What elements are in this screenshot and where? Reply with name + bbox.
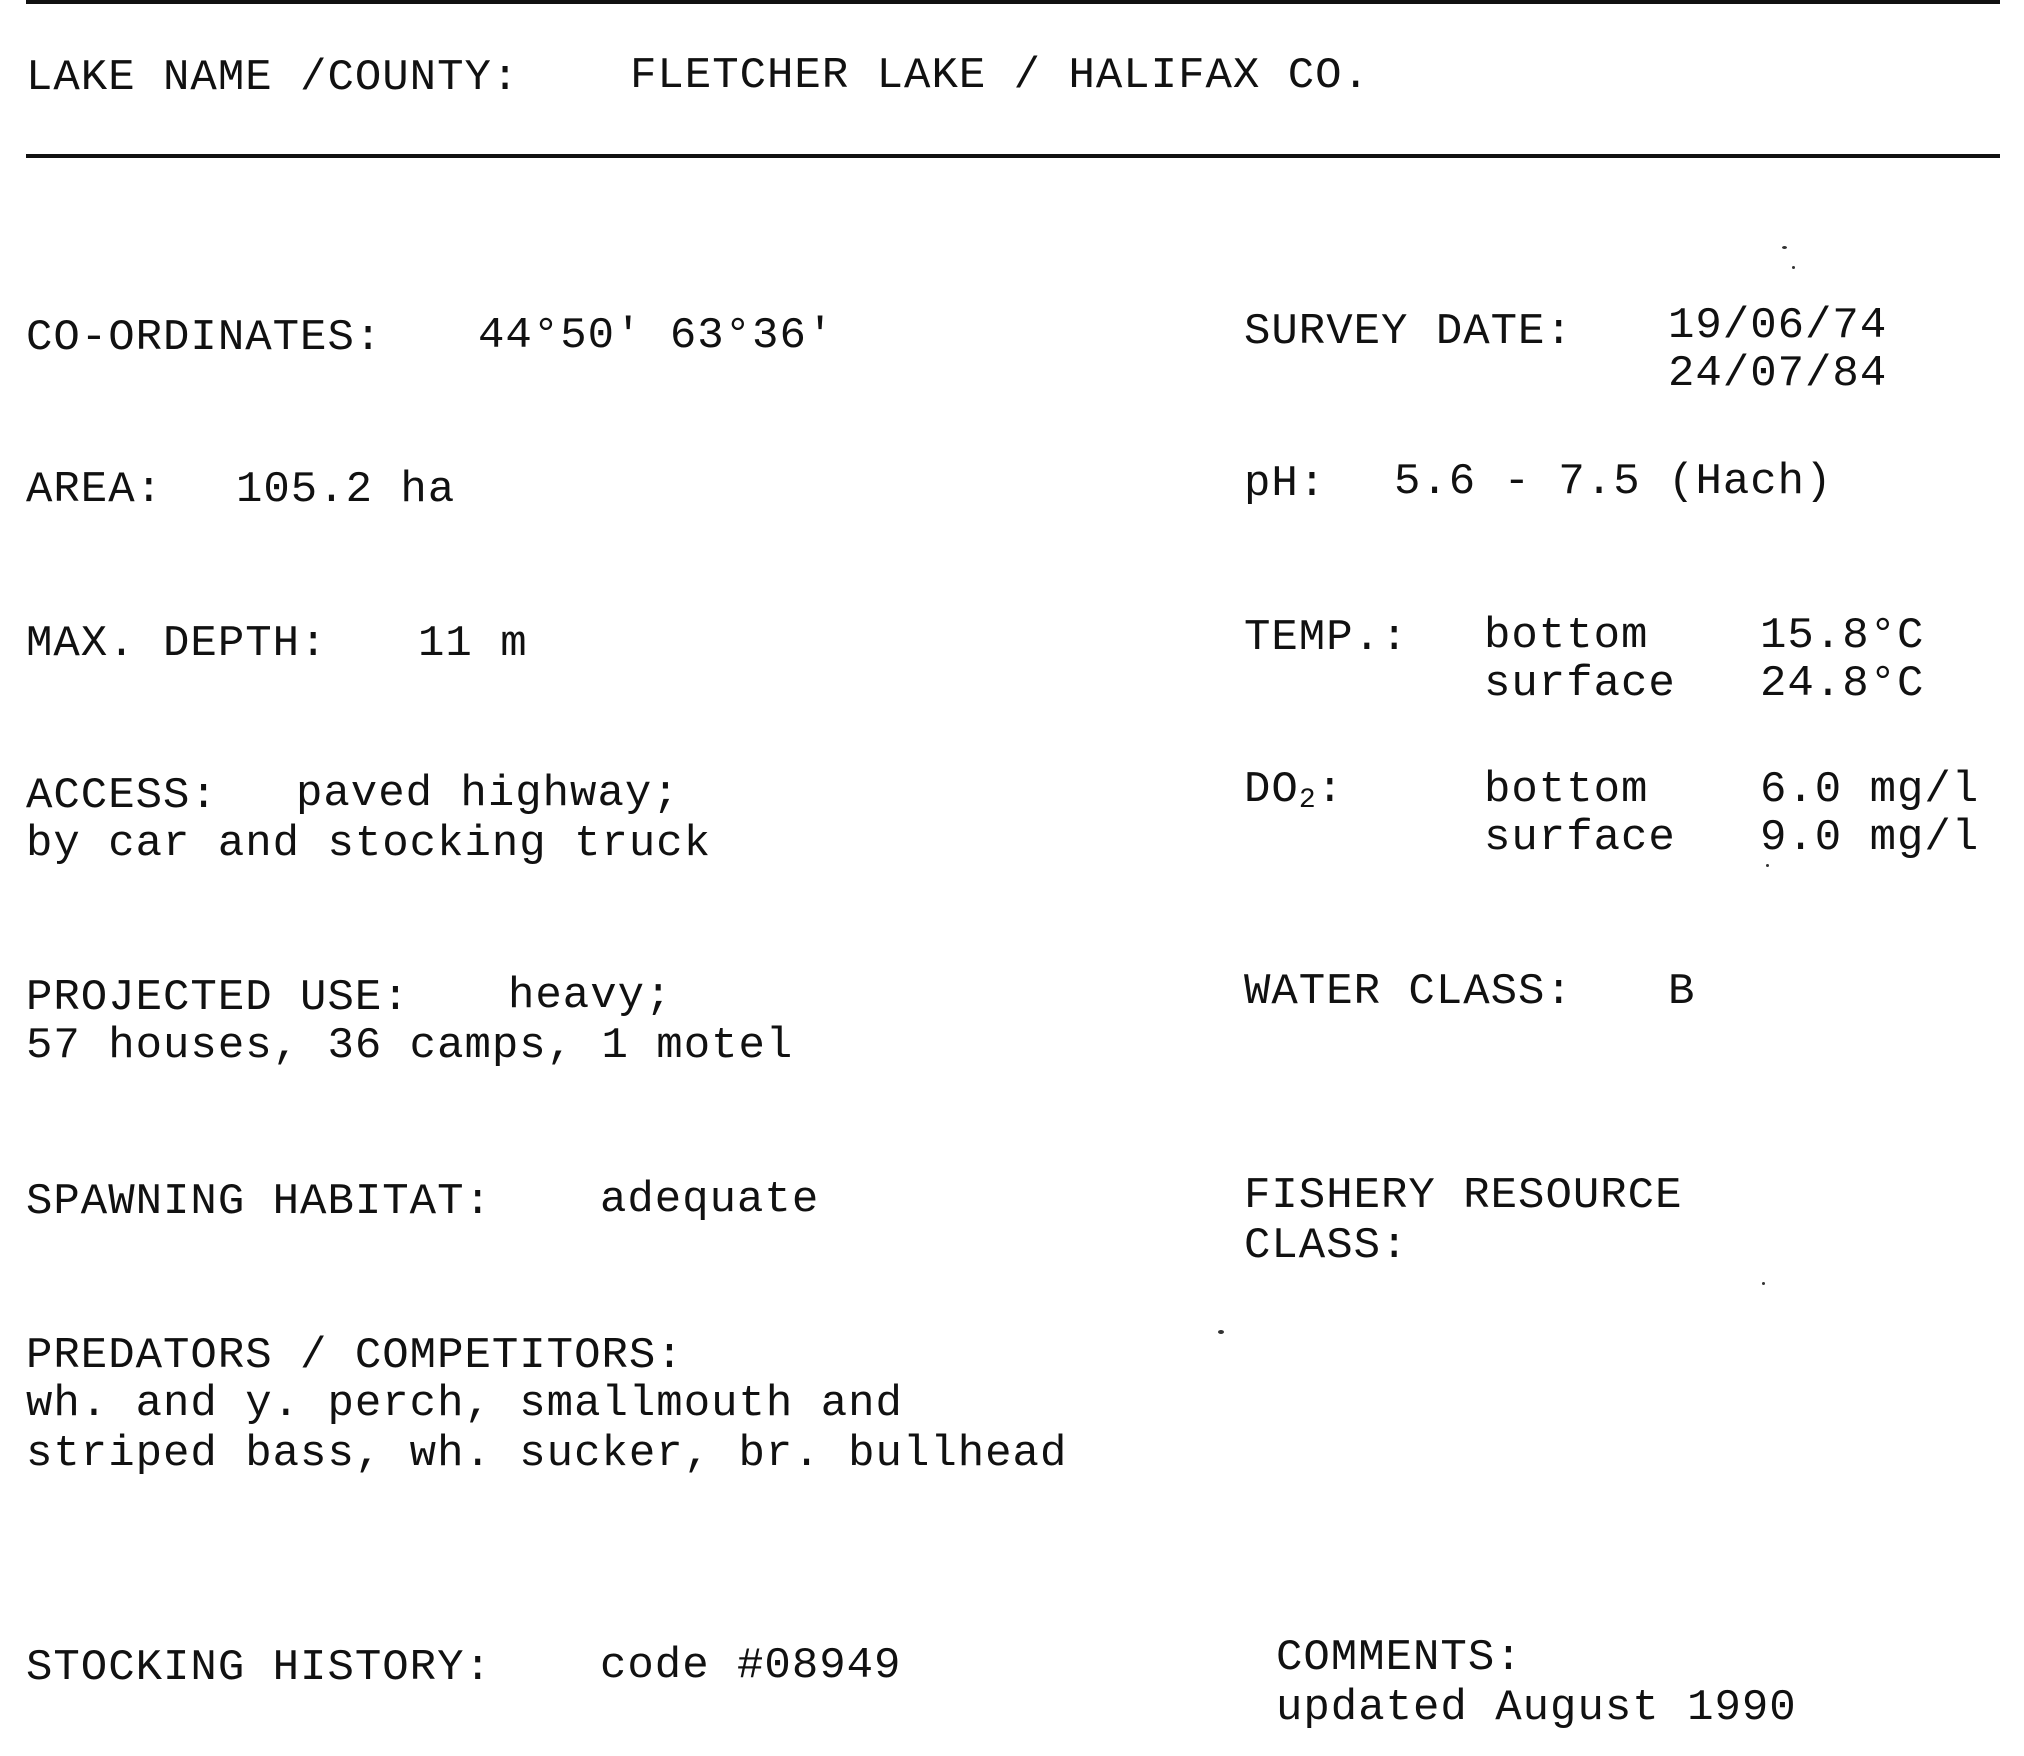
- coordinates-label: CO-ORDINATES:: [26, 313, 383, 363]
- survey-date-label: SURVEY DATE:: [1244, 307, 1573, 357]
- do2-label-suffix: :: [1316, 765, 1345, 815]
- projected-use-detail: 57 houses, 36 camps, 1 motel: [26, 1021, 794, 1071]
- do2-label-main: DO: [1244, 765, 1299, 815]
- top-rule: [26, 0, 2000, 4]
- scan-speck: [1218, 1330, 1224, 1334]
- do2-surface-value: 9.0 mg/l: [1760, 813, 1980, 863]
- projected-use-label: PROJECTED USE:: [26, 973, 410, 1023]
- max-depth-value: 11 m: [418, 619, 528, 669]
- projected-use-value: heavy;: [508, 971, 673, 1021]
- lake-name-county-label: LAKE NAME /COUNTY:: [26, 53, 520, 103]
- access-detail: by car and stocking truck: [26, 819, 712, 869]
- water-class-label: WATER CLASS:: [1244, 967, 1573, 1017]
- lake-name-county-value: FLETCHER LAKE / HALIFAX CO.: [630, 51, 1370, 101]
- survey-date-2: 24/07/84: [1668, 349, 1888, 399]
- access-label: ACCESS:: [26, 771, 218, 821]
- spawning-habitat-label: SPAWNING HABITAT:: [26, 1177, 492, 1227]
- do2-label: [1244, 764, 1344, 816]
- access-value: paved highway;: [296, 769, 680, 819]
- temp-bottom-name: bottom: [1484, 611, 1649, 661]
- temp-bottom-value: 15.8°C: [1760, 611, 1925, 661]
- do2-label-subscript: 2: [1298, 785, 1317, 816]
- temp-label: TEMP.:: [1244, 613, 1409, 663]
- scan-speck: [1762, 1282, 1765, 1285]
- stocking-history-label: STOCKING HISTORY:: [26, 1643, 492, 1693]
- survey-date-1: 19/06/74: [1668, 301, 1888, 351]
- do2-bottom-name: bottom: [1484, 765, 1649, 815]
- predators-label: PREDATORS / COMPETITORS:: [26, 1331, 684, 1381]
- area-value: 105.2 ha: [236, 465, 456, 515]
- max-depth-label: MAX. DEPTH:: [26, 619, 328, 669]
- header-rule: [26, 154, 2000, 158]
- do2-bottom-value: 6.0 mg/l: [1760, 765, 1980, 815]
- scan-speck: [1782, 246, 1787, 249]
- temp-surface-name: surface: [1484, 659, 1676, 709]
- fishery-class-label: CLASS:: [1244, 1221, 1409, 1271]
- comments-label: COMMENTS:: [1276, 1633, 1523, 1683]
- coordinates-value: 44°50' 63°36': [478, 311, 835, 361]
- ph-value: 5.6 - 7.5 (Hach): [1394, 457, 1833, 507]
- predators-line-1: wh. and y. perch, smallmouth and: [26, 1379, 903, 1429]
- scan-speck: [1792, 266, 1795, 269]
- ph-label: pH:: [1244, 459, 1327, 509]
- water-class-value: B: [1668, 967, 1696, 1017]
- fishery-resource-label: FISHERY RESOURCE: [1244, 1171, 1683, 1221]
- do2-surface-name: surface: [1484, 813, 1676, 863]
- comments-value: updated August 1990: [1276, 1683, 1797, 1733]
- temp-surface-value: 24.8°C: [1760, 659, 1925, 709]
- spawning-habitat-value: adequate: [600, 1175, 820, 1225]
- area-label: AREA:: [26, 465, 164, 515]
- scan-speck: [1766, 864, 1769, 867]
- stocking-history-value: code #08949: [600, 1641, 902, 1691]
- predators-line-2: striped bass, wh. sucker, br. bullhead: [26, 1429, 1068, 1479]
